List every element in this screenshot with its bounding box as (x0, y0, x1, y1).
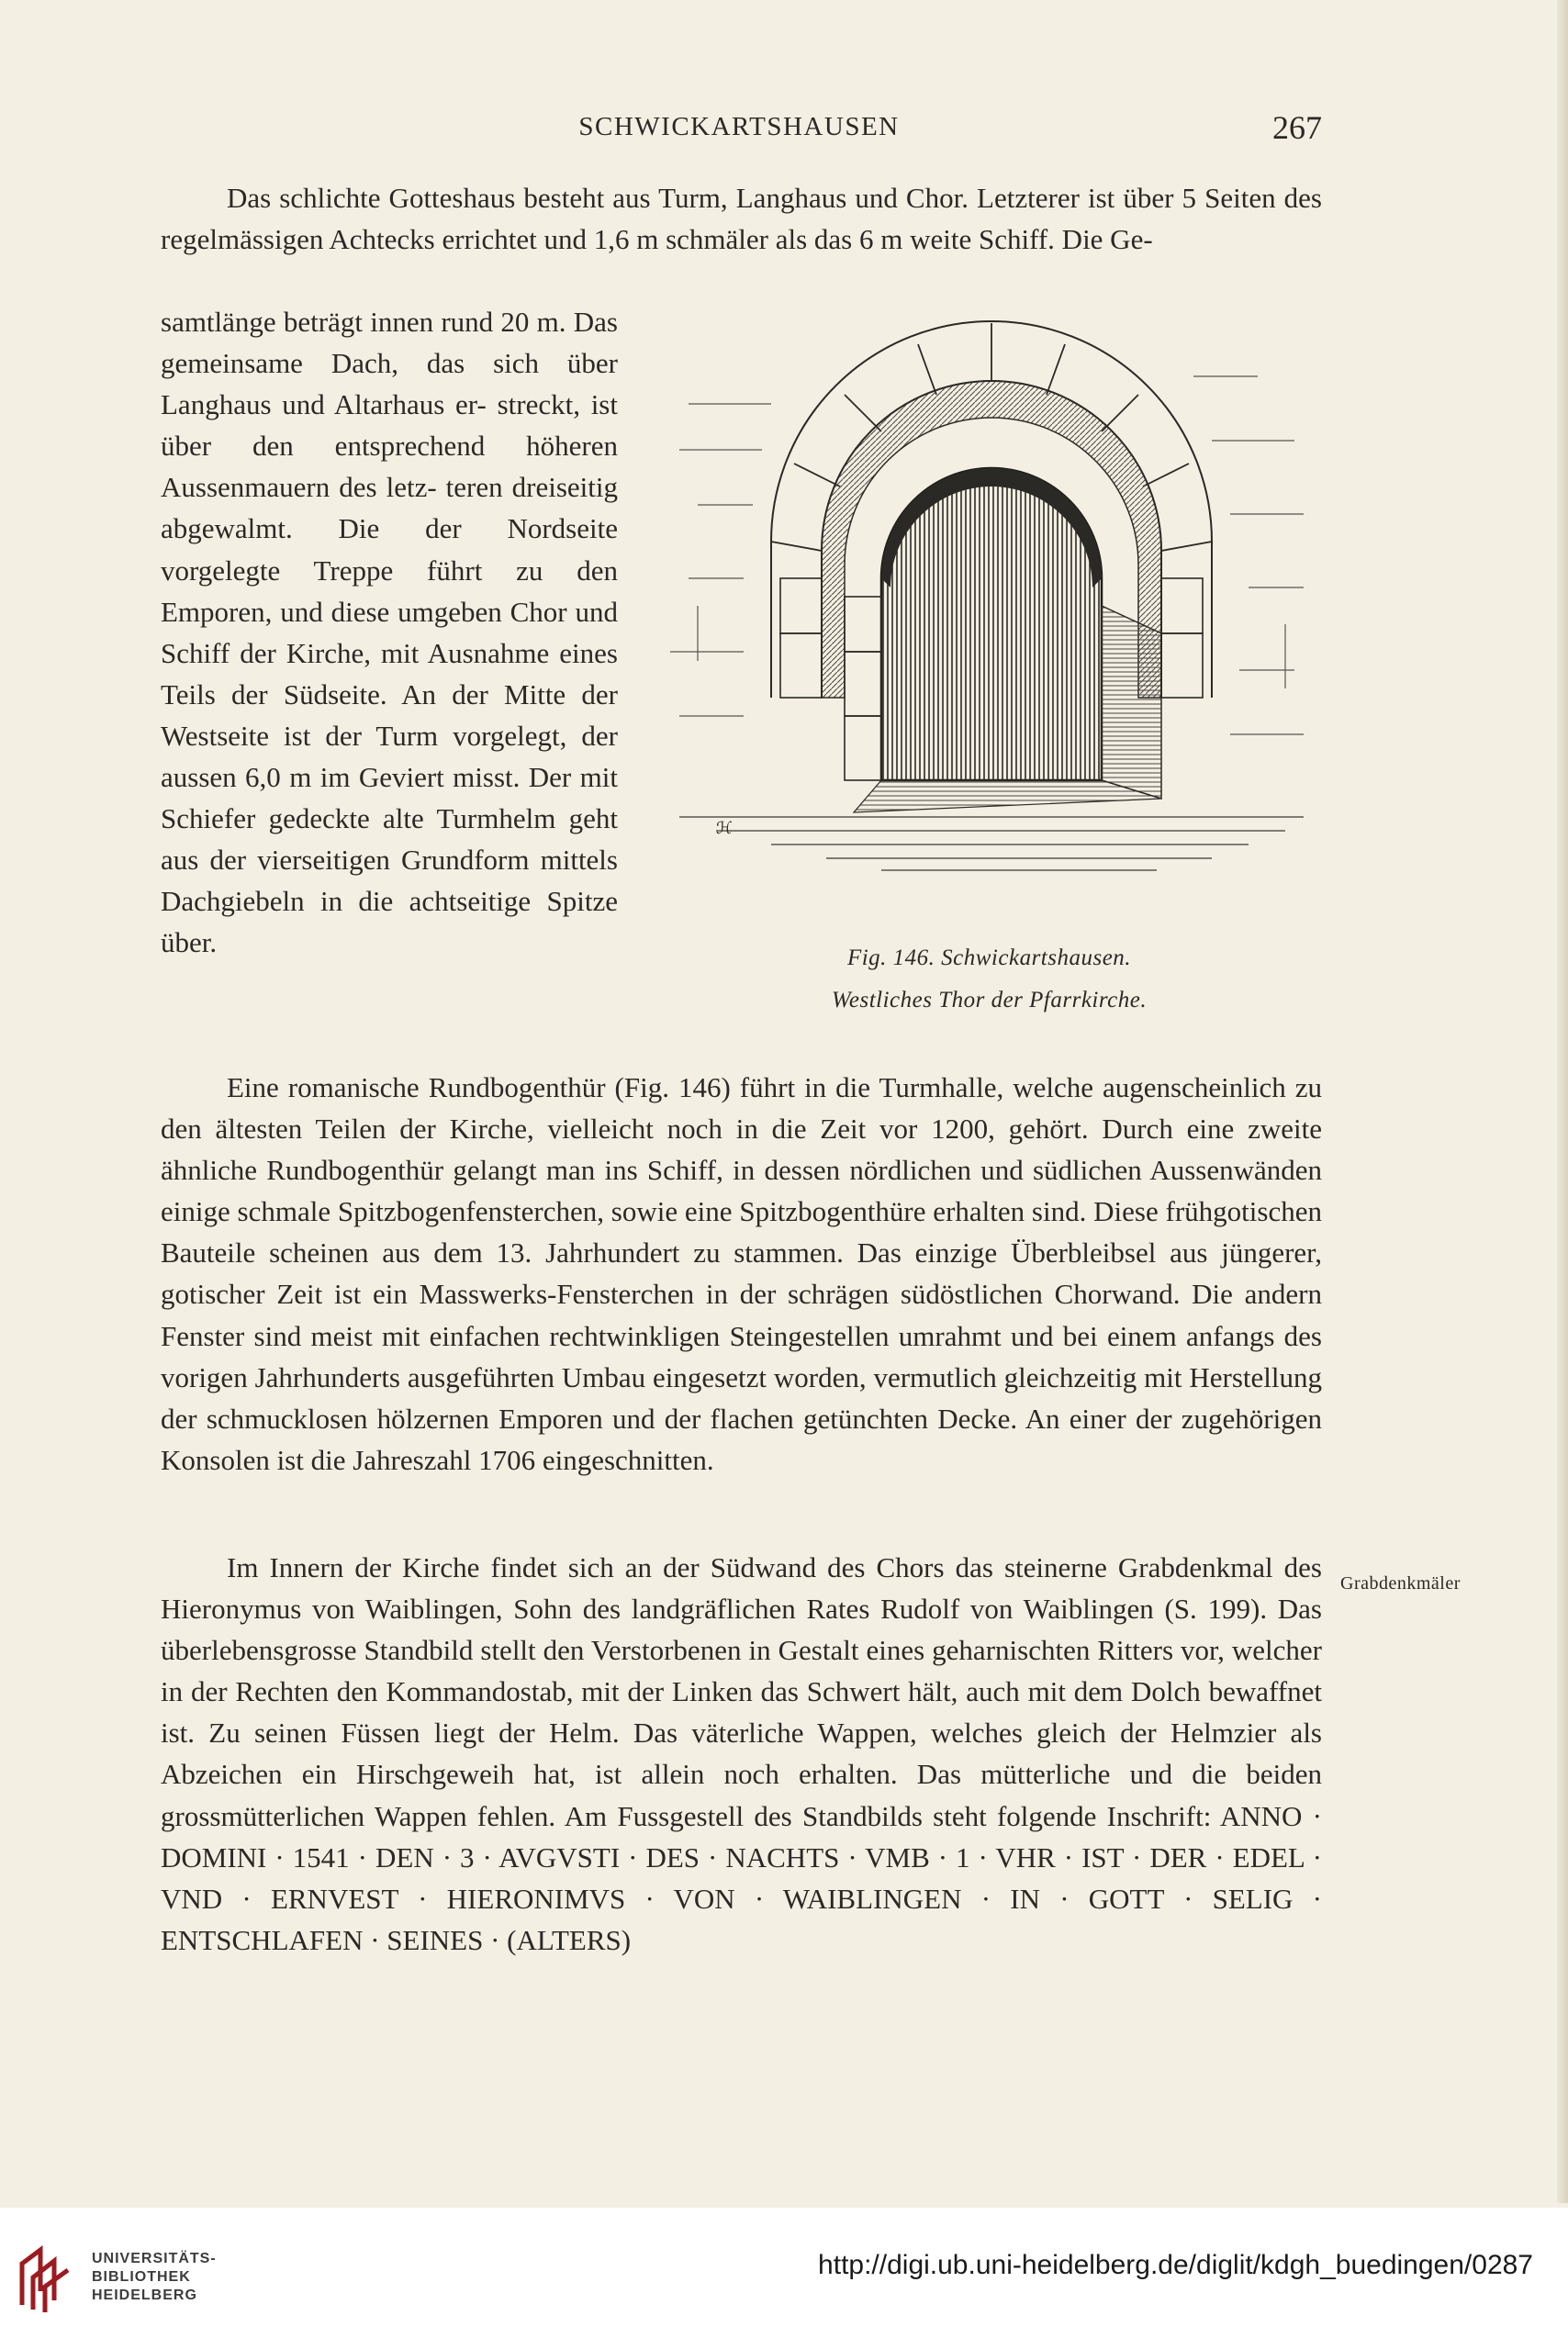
paragraph-1-wrapped (161, 301, 618, 964)
library-name-line-3: HEIDELBERG (92, 2288, 197, 2303)
paragraph-3-text: Im Innern der Kirche findet sich an der Südwand des Chors das steinerne Grabdenkmal des Hieronymus von Waiblingen, Sohn des landgräflichen Rates Rudolf von Waiblingen (S. 199). Das überlebensgrosse Standbild stellt den Verstorbenen in Gestalt eines geharnischten Ritters vor, welcher in der Rechten den Kommandostab, mit der Linken das Schwert hält, auch mit dem Dolch bewaffnet ist. Zu seinen Füssen liegt der Helm. Das väterliche Wappen, welches gleich der Helmzier als Abzeichen ein Hirschgeweih hat, ist allein noch erhalten. Das mütterliche und die beiden grossmütterlichen Wappen fehlen. Am Fussgestell des Standbilds steht folgende Inschrift: ANNO · DOMINI · 1541 · DEN · 3 · AVGVSTI · DES · NACHTS · VMB · 1 · VHR · IST · DER · EDEL · VND · ERNVEST · HIERONIMVS · VON · WAIBLINGEN · IN · GOTT · SELIG · ENTSCHLAFEN · SEINES · (ALTERS) (161, 1551, 1322, 1956)
engraver-monogram: ℋ (716, 819, 733, 837)
doorway-illustration (661, 303, 1317, 927)
page-header (156, 109, 1322, 158)
paragraph-1-top-text: Das schlichte Gotteshaus besteht aus Turm, Langhaus und Chor. Letzterer ist über 5 Seiten des regelmässigen Achtecks errichtet und 1,6 m schmäler als das 6 m weite Schiff. Die Ge- (161, 182, 1322, 256)
source-url-link[interactable]: http://digi.ub.uni-heidelberg.de/diglit/kdgh_buedingen/0287 (818, 2250, 1533, 2280)
marginal-note: Grabdenkmäler (1340, 1573, 1461, 1594)
page-number: 267 (1272, 109, 1322, 146)
page-edge (1557, 0, 1568, 2203)
university-library-logo-icon (13, 2241, 77, 2314)
library-name (92, 2250, 217, 2305)
paragraph-1-top (161, 177, 1322, 260)
paragraph-2 (161, 1067, 1322, 1481)
paragraph-3 (161, 1547, 1322, 1961)
library-name-line-2: BIBLIOTHEK (92, 2269, 191, 2285)
paragraph-2-text: Eine romanische Rundbogenthür (Fig. 146) führt in die Turmhalle, welche augenscheinlich zu den ältesten Teilen der Kirche, vielleicht noch in die Zeit vor 1200, gehört. Durch eine zweite ähnliche Rundbogenthür gelangt man ins Schiff, in dessen nördlichen und südlichen Aussenwänden einige schmale Spitzbogenfensterchen, sowie eine Spitzbogenthüre erhalten sind. Diese frühgotischen Bauteile scheinen aus dem 13. Jahrhundert zu stammen. Das einzige Überbleibsel aus jüngerer, gotischer Zeit ist ein Masswerks-Fensterchen in der schrägen südöstlichen Chorwand. Die andern Fenster sind meist mit einfachen rechtwinkligen Steingestellen umrahmt und bei einem anfangs des vorigen Jahrhunderts ausgeführten Umbau eingesetzt worden, vermutlich gleichzeitig mit Herstellung der schmucklosen hölzernen Emporen und der flachen getünchten Decke. An einer der zugehörigen Konsolen ist die Jahreszahl 1706 eingeschnitten. (161, 1071, 1322, 1476)
figure-146-doorway-engraving (661, 303, 1317, 927)
library-name-line-1: UNIVERSITÄTS- (92, 2251, 217, 2266)
paragraph-1-wrapped-text: samtlänge beträgt innen rund 20 m. Das gemeinsame Dach, das sich über Langhaus und Altarhaus er- streckt, ist über den entsprechend höheren Aussenmauern des letz- teren dreiseitig abgewalmt. Die der Nordseite vorgelegte Treppe führt zu den Emporen, und diese umgeben Chor und Schiff der Kirche, mit Ausnahme eines Teils der Südseite. An der Mitte der Westseite ist der Turm vorgelegt, der aussen 6,0 m im Geviert misst. Der mit Schiefer gedeckte alte Turmhelm geht aus der vierseitigen Grundform mittels Dachgiebeln in die achtseitige Spitze über. (161, 306, 618, 959)
figure-caption-line-2: Westliches Thor der Pfarrkirche. (831, 988, 1148, 1012)
figure-caption-line-1: Fig. 146. Schwickartshausen. (846, 945, 1132, 970)
running-head: SCHWICKARTSHAUSEN (578, 112, 900, 141)
footer-bar (0, 2208, 1568, 2338)
